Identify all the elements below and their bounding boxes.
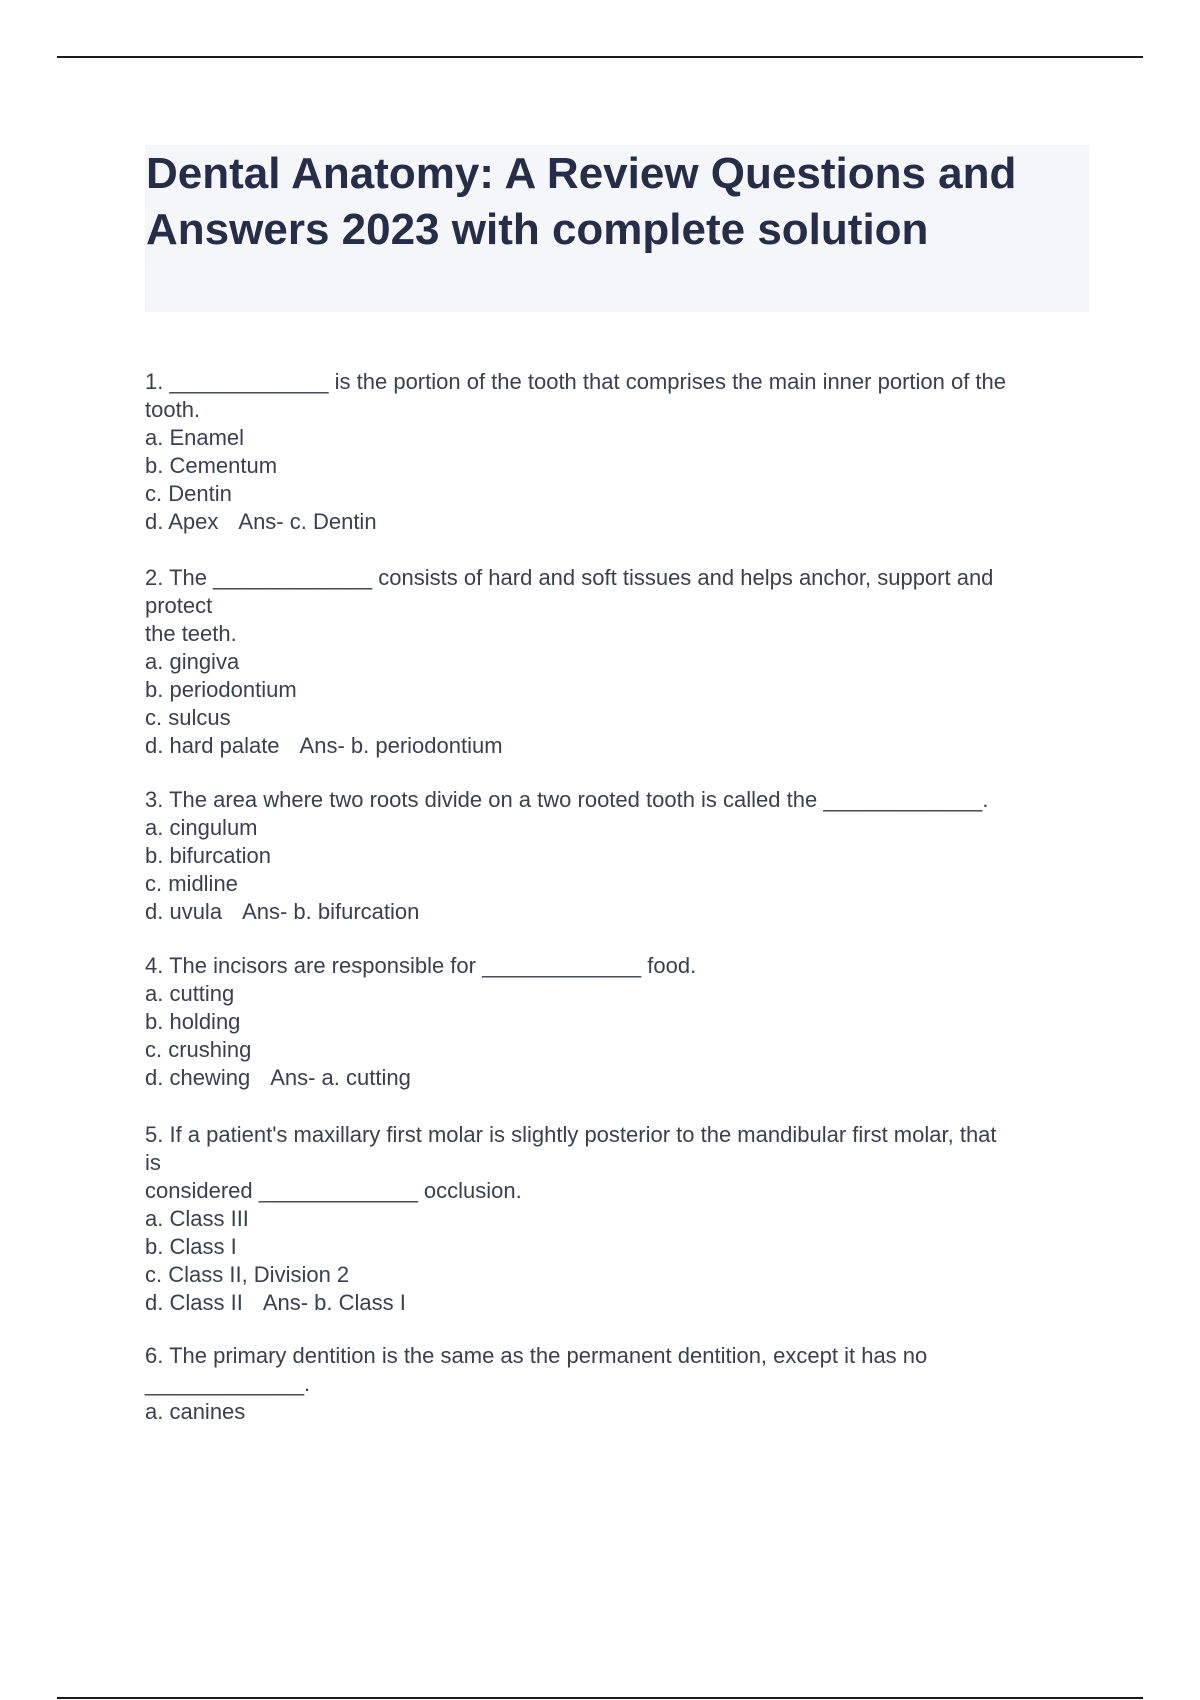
answer-option: d. Apex bbox=[145, 509, 219, 534]
answer-option: b. periodontium bbox=[145, 677, 297, 702]
question-block bbox=[145, 1121, 1095, 1317]
answer-option: a. Class III bbox=[145, 1206, 249, 1231]
bottom-rule bbox=[57, 1697, 1143, 1699]
answer-option: b. holding bbox=[145, 1009, 241, 1034]
answer-option: a. Enamel bbox=[145, 425, 245, 450]
question-text: protect bbox=[145, 593, 213, 618]
question-block bbox=[145, 952, 1095, 1092]
correct-answer: Ans- b. periodontium bbox=[299, 733, 503, 758]
answer-option: d. Class II bbox=[145, 1290, 243, 1315]
answer-option-last bbox=[145, 732, 1095, 760]
question-text: 6. The primary dentition is the same as the permanent dentition, except it has no bbox=[145, 1343, 928, 1368]
question-text: _____________. bbox=[145, 1371, 311, 1396]
answer-option: c. crushing bbox=[145, 1037, 252, 1062]
answer-option: b. Cementum bbox=[145, 453, 278, 478]
question-text: tooth. bbox=[145, 397, 201, 422]
answer-option: c. Class II, Division 2 bbox=[145, 1262, 350, 1287]
answer-option: d. uvula bbox=[145, 899, 223, 924]
answer-option: c. midline bbox=[145, 871, 238, 896]
correct-answer: Ans- a. cutting bbox=[270, 1065, 411, 1090]
answer-option: b. Class I bbox=[145, 1234, 237, 1259]
question-text: 5. If a patient's maxillary first molar is slightly posterior to the mandibular first molar, that bbox=[145, 1122, 997, 1147]
correct-answer: Ans- b. bifurcation bbox=[242, 899, 420, 924]
question-block bbox=[145, 564, 1095, 760]
answer-option: b. bifurcation bbox=[145, 843, 271, 868]
question-text: 2. The _____________ consists of hard and soft tissues and helps anchor, support and bbox=[145, 565, 994, 590]
top-rule bbox=[57, 56, 1143, 58]
answer-option: d. hard palate bbox=[145, 733, 280, 758]
question-text: the teeth. bbox=[145, 621, 237, 646]
answer-option: d. chewing bbox=[145, 1065, 251, 1090]
answer-option: a. gingiva bbox=[145, 649, 240, 674]
answer-option-last bbox=[145, 1064, 1095, 1092]
question-block bbox=[145, 368, 1095, 536]
question-block bbox=[145, 1342, 1095, 1426]
answer-option: a. canines bbox=[145, 1399, 246, 1424]
answer-option: c. sulcus bbox=[145, 705, 231, 730]
answer-option: a. cingulum bbox=[145, 815, 258, 840]
correct-answer: Ans- c. Dentin bbox=[238, 509, 377, 534]
correct-answer: Ans- b. Class I bbox=[262, 1290, 406, 1315]
answer-option: c. Dentin bbox=[145, 481, 232, 506]
answer-option-last bbox=[145, 508, 1095, 536]
question-text: 1. _____________ is the portion of the tooth that comprises the main inner portion of the bbox=[145, 369, 1007, 394]
question-text: considered _____________ occlusion. bbox=[145, 1178, 522, 1203]
answer-option-last bbox=[145, 898, 1095, 926]
question-text: 3. The area where two roots divide on a two rooted tooth is called the _____________. bbox=[145, 787, 989, 812]
question-text: 4. The incisors are responsible for _____________ food. bbox=[145, 953, 697, 978]
question-block bbox=[145, 786, 1095, 926]
document-title: Dental Anatomy: A Review Questions and Answers 2023 with complete solution bbox=[146, 149, 1017, 254]
answer-option-last bbox=[145, 1289, 1095, 1317]
question-text: is bbox=[145, 1150, 161, 1175]
answer-option: a. cutting bbox=[145, 981, 235, 1006]
